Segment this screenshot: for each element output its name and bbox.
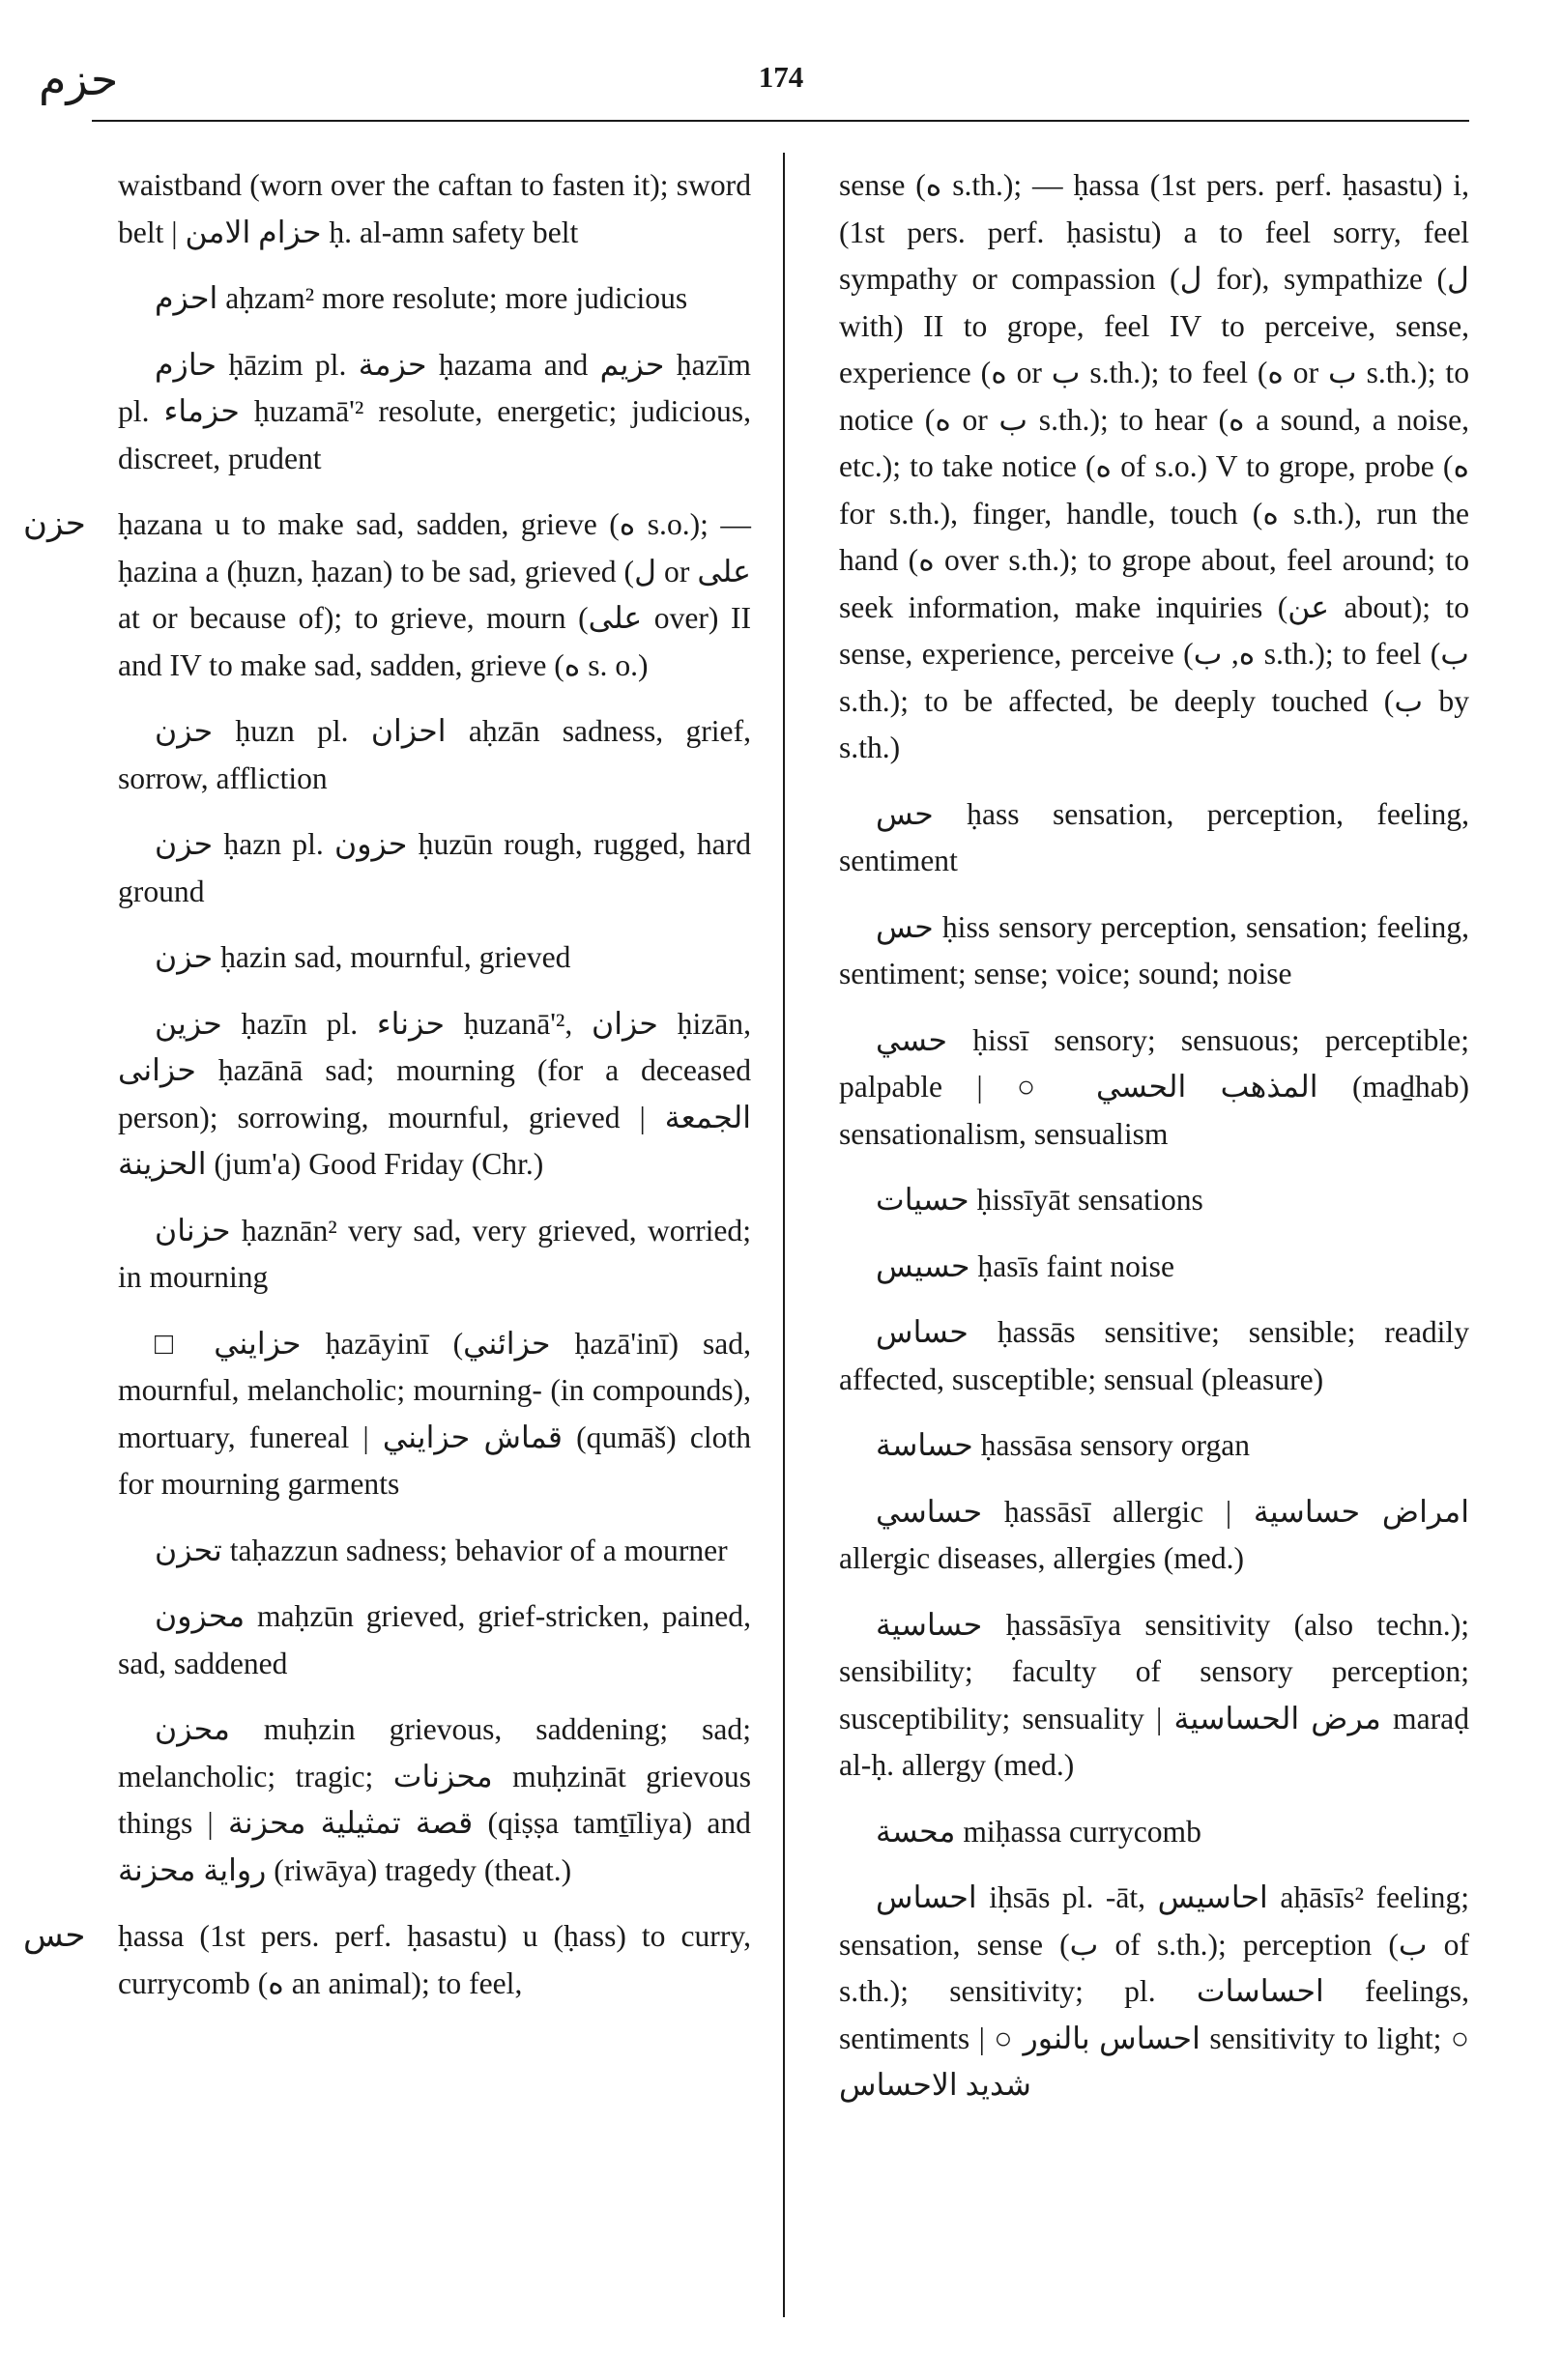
entry-text: حساسي ḥassāsī allergic | امراض حساسية allergic diseases, allergies (med.) [839,1494,1469,1575]
entry-text: حزنان ḥaznān² very sad, very grieved, worried; in mourning [118,1213,751,1294]
entry-text: حزن ḥazn pl. حزون ḥuzūn rough, rugged, hard ground [118,827,751,908]
sub-entry [118,275,751,323]
left-column [23,162,752,2026]
sub-entry [839,1809,1469,1856]
sub-entry [118,342,751,483]
sub-entry [118,1001,751,1189]
entry-text: محزون maḥzūn grieved, grief-stricken, pained, sad, saddened [118,1599,751,1680]
sub-entry [118,708,751,802]
sub-entry [839,1018,1469,1159]
sub-entry [118,1593,751,1687]
entry-text: حس ḥass sensation, perception, feeling, sentiment [839,796,1469,877]
page-number: 174 [758,60,804,94]
entry-text: محسة miḥassa currycomb [876,1814,1201,1849]
sub-entry [839,1309,1469,1403]
sub-entry [839,1422,1469,1470]
sub-entry [118,821,751,915]
sub-entry [839,904,1469,998]
sub-entry [839,791,1469,885]
entry-text: ḥassa (1st pers. perf. ḥasastu) u (ḥass) to curry, currycomb (ه an animal); to feel, [118,1919,751,2000]
right-column [839,162,1469,2129]
entry-text: حسيس ḥasīs faint noise [876,1248,1174,1283]
sub-entry [118,1321,751,1508]
sub-entry [118,1706,751,1894]
root-word: حس [23,1918,86,1954]
entry-text: حازم ḥāzim pl. حزمة ḥazama and حزيم ḥazīm pl. حزماء ḥuzamā'² resolute, energetic; judicious, discreet, prudent [118,347,751,475]
entry-text: حساسية ḥassāsīya sensitivity (also techn.); sensibility; faculty of sensory perception; susceptibility; sensuality | مرض الحساسية maraḍ al-ḥ. allergy (med.) [839,1607,1469,1782]
continued-entry [839,162,1469,772]
header-rule [92,120,1469,122]
entry-text: احزم aḥzam² more resolute; more judicious [155,281,688,315]
entry-text: محزن muḥzin grievous, saddening; sad; melancholic; tragic; محزنات muḥzināt grievous things | قصة تمثيلية محزنة (qiṣṣa tamṯīliya) and رواية محزنة (riwāya) tragedy (theat.) [118,1712,751,1887]
entry-text: waistband (worn over the caftan to fasten it); sword belt | حزام الامن ḥ. al-amn safety belt [118,168,751,249]
entry-text: sense (ه s.th.); — ḥassa (1st pers. perf. ḥasastu) i, (1st pers. perf. ḥasistu) a to feel sorry, feel sympathy or compassion (ل for), sympathize (ل with) II to grope, feel IV to perceive, sense, experience (ه or ب s.th.); to feel (ه or ب s.th.); to notice (ه or ب s.th.); to hear (ه a sound, a noise, etc.); to take notice (ه of s.o.) V to grope, probe (ه for s.th.), finger, handle, touch (ه s.th.), run the hand (ه over s.th.); to grope about, feel around; to seek information, make inquiries (عن about); to sense, experience, perceive (ه, ب s.th.); to feel (ب s.th.); to be affected, be deeply touched (ب by s.th.) [839,168,1470,764]
root-entry [23,1913,751,2007]
continued-entry [118,162,751,256]
root-entry [23,502,751,689]
sub-entry [839,1177,1469,1224]
entry-text: حزن ḥazin sad, mournful, grieved [155,940,571,974]
column-divider [783,153,785,2317]
sub-entry [839,1244,1469,1291]
entry-text: حسي ḥissī sensory; sensuous; perceptible; palpable | ○ المذهب الحسي (maḏhab) sensationalism, sensualism [839,1022,1470,1151]
sub-entry [839,1875,1469,2109]
sub-entry [118,1528,751,1575]
entry-text: حسيات ḥissīyāt sensations [876,1183,1203,1217]
entry-text: تحزن taḥazzun sadness; behavior of a mourner [155,1533,728,1567]
entry-text: حزين ḥazīn pl. حزناء ḥuzanā'², حزان ḥizān, حزانى ḥazānā sad; mourning (for a deceased person); sorrowing, mournful, grieved | الجمعة الحزينة (jum'a) Good Friday (Chr.) [118,1006,751,1181]
entry-text: حساس ḥassās sensitive; sensible; readily affected, susceptible; sensual (pleasure) [839,1315,1469,1396]
entry-text: ḥazana u to make sad, sadden, grieve (ه s.o.); — ḥazina a (ḥuzn, ḥazan) to be sad, grieved (ل or على at or because of); to grieve, mourn (على over) II and IV to make sad, sadden, grieve (ه s. o.) [118,507,751,682]
sub-entry [839,1602,1469,1790]
sub-entry [118,934,751,982]
entry-text: حس ḥiss sensory perception, sensation; feeling, sentiment; sense; voice; sound; noise [839,909,1469,990]
sub-entry [118,1208,751,1302]
entry-text: حزن ḥuzn pl. احزان aḥzān sadness, grief, sorrow, affliction [118,714,751,795]
sub-entry [839,1489,1469,1583]
root-word: حزن [23,506,86,542]
entry-text: □ حزايني ḥazāyinī (حزائني ḥazā'inī) sad, mournful, melancholic; mourning- (in compounds), mortuary, funereal | قماش حزايني (qumāš) cloth for mourning garments [118,1326,752,1501]
running-head: حزم [39,55,119,104]
entry-text: حساسة ḥassāsa sensory organ [876,1428,1251,1462]
entry-text: احساس iḥsās pl. -āt, احاسيس aḥāsīs² feeling; sensation, sense (ب of s.th.); perception (ب of s.th.); sensitivity; pl. احساسات feelings, sentiments | ○ احساس بالنور sensitivity to light; ○ شديد الاحساس [839,1880,1469,2102]
